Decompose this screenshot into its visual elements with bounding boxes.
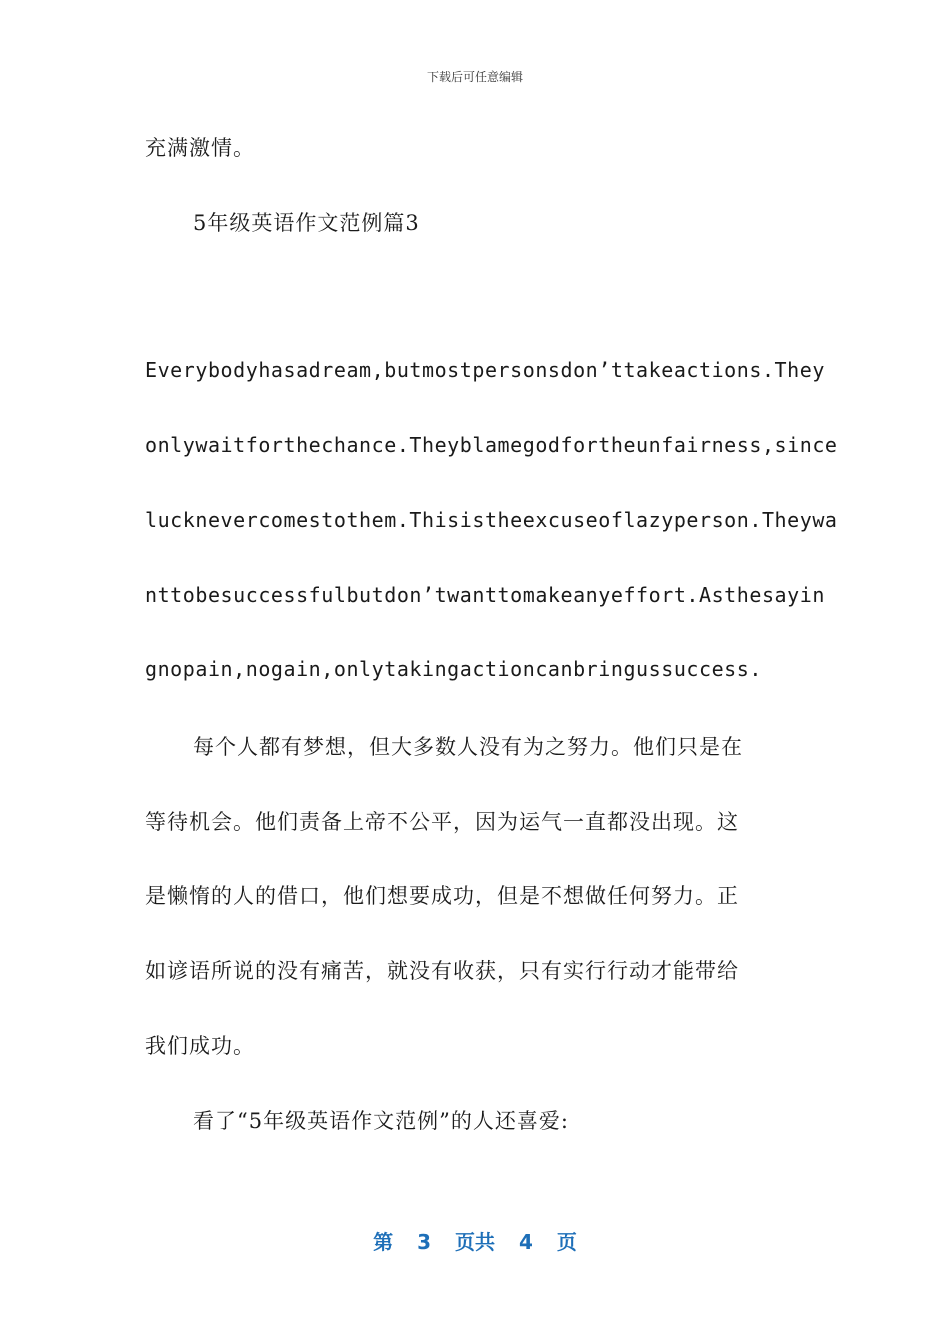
chinese-paragraph-line: 我们成功。 [145, 1034, 255, 1058]
english-paragraph-line: nttobesuccessfulbutdon’twanttomakeanyeffort.Asthesayin [145, 583, 825, 607]
page-footer [0, 1226, 950, 1255]
total-pages-number: 4 [519, 1230, 533, 1254]
section-heading: 5年级英语作文范例篇3 [193, 211, 420, 235]
chinese-paragraph-line: 等待机会。他们责备上帝不公平，因为运气一直都没出现。这 [145, 810, 739, 834]
chinese-paragraph-line: 每个人都有梦想，但大多数人没有为之努力。他们只是在 [193, 735, 743, 759]
related-articles-prompt: 看了“5年级英语作文范例”的人还喜爱: [193, 1109, 569, 1133]
english-paragraph-line: gnopain,nogain,onlytakingactioncanbringussuccess. [145, 657, 762, 681]
page-end-word: 页 [556, 1230, 577, 1254]
english-paragraph-line: Everybodyhasadream,butmostpersonsdon’ttakeactions.They [145, 358, 825, 382]
page-word: 第 [373, 1230, 394, 1254]
english-paragraph-line: lucknevercomestothem.Thisistheexcuseoflazyperson.Theywa [145, 508, 838, 532]
prev-continuation-text: 充满激情。 [145, 136, 255, 160]
page-total-word: 页共 [455, 1230, 495, 1254]
chinese-paragraph-line: 是懒惰的人的借口，他们想要成功，但是不想做任何努力。正 [145, 884, 739, 908]
page-header: 下载后可任意编辑 [426, 70, 523, 84]
chinese-paragraph-line: 如谚语所说的没有痛苦，就没有收获，只有实行行动才能带给 [145, 959, 739, 983]
current-page-number: 3 [417, 1230, 431, 1254]
english-paragraph-line: onlywaitforthechance.Theyblamegodfortheunfairness,since [145, 433, 838, 457]
